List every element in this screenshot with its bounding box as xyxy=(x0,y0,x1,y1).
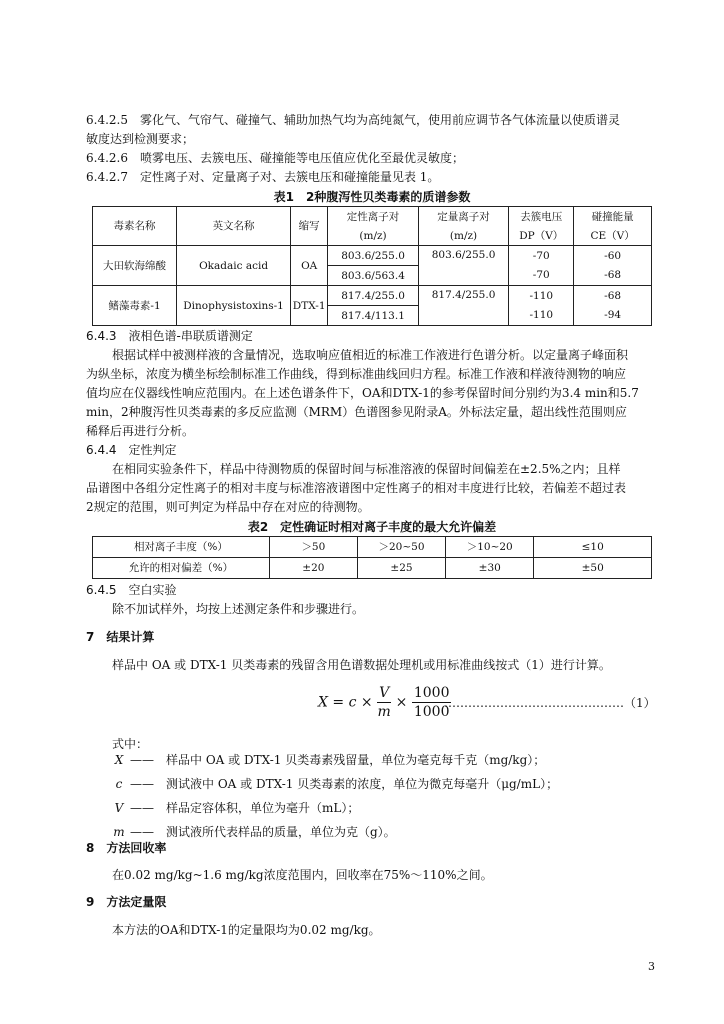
para-6425: 6.4.2.5 雾化气、气帘气、碰撞气、辅助加热气均为高纯氮气，使用前应调节各气体流量以使质谱灵 xyxy=(86,113,620,127)
cell-qual: 803.6/255.0 xyxy=(328,246,419,266)
cell-cn: 大田软海绵酸 xyxy=(93,246,177,286)
formula-lhs: X = c × xyxy=(318,694,373,711)
section-7-heading: 7 结果计算 xyxy=(86,630,155,644)
symbol: V xyxy=(114,801,124,815)
para-6426: 6.4.2.6 喷雾电压、去簇电压、碰撞能等电压值应优化至最优灵敏度； xyxy=(86,151,464,165)
symbol: m xyxy=(113,825,125,839)
symbol: X xyxy=(114,753,124,767)
cell-ce: -68 xyxy=(574,266,652,286)
th-dp-unit: DP（V） xyxy=(509,226,574,246)
para-644-line: 在相同实验条件下，样品中待测物质的保留时间与标准溶液的保留时间偏差在±2.5%之内；且样 xyxy=(112,462,621,476)
section-645-heading: 6.4.5 空白实验 xyxy=(86,583,177,597)
cell-abbr: DTX-1 xyxy=(291,286,328,326)
table-row xyxy=(93,246,652,266)
th-cn: 毒素名称 xyxy=(93,207,177,246)
para-9: 本方法的OA和DTX-1的定量限均为0.02 mg/kg。 xyxy=(112,923,381,937)
cell-ce: -60 xyxy=(574,246,652,266)
cell: ＞10~20 xyxy=(446,537,534,558)
formula-1 xyxy=(318,684,451,721)
table-row xyxy=(93,537,652,558)
para-643-line: 为纵坐标，浓度为横坐标绘制标准工作曲线，得到标准曲线回归方程。标准工作液和样液待测物的响应 xyxy=(86,367,627,381)
description: —— 测试液中 OA 或 DTX-1 贝类毒素的浓度，单位为微克每毫升（μg/mL）； xyxy=(130,777,559,791)
cell-qual: 817.4/255.0 xyxy=(328,286,419,306)
section-644-heading: 6.4.4 定性判定 xyxy=(86,443,177,457)
cell: 相对离子丰度（%） xyxy=(93,537,270,558)
cell-quant: 817.4/255.0 xyxy=(418,286,509,326)
equation-number: ………………………………………（1） xyxy=(444,696,656,710)
description: —— 样品中 OA 或 DTX-1 贝类毒素残留量，单位为毫克每千克（mg/kg）； xyxy=(130,753,546,767)
where-list xyxy=(108,748,558,844)
th-quant: 定量离子对 xyxy=(418,207,509,227)
description: —— 样品定容体积，单位为毫升（mL）； xyxy=(130,801,360,815)
table-row xyxy=(93,558,652,579)
th-quant-unit: (m/z) xyxy=(418,226,509,246)
cell-abbr: OA xyxy=(291,246,328,286)
cell-dp: -70 xyxy=(509,266,574,286)
section-643-heading: 6.4.3 液相色谱-串联质谱测定 xyxy=(86,329,253,343)
cell: ±20 xyxy=(269,558,357,579)
cell: 允许的相对偏差（%） xyxy=(93,558,270,579)
cell-dp: -110 xyxy=(509,286,574,306)
para-643-line: min，2种腹泻性贝类毒素的多反应监测（MRM）色谱图参见附录A。外标法定量，超出线性范围则应 xyxy=(86,405,627,419)
section-9-heading: 9 方法定量限 xyxy=(86,895,167,909)
para-644-line: 2规定的范围，则可判定为样品中存在对应的待测物。 xyxy=(86,500,370,514)
th-ce: 碰撞能量 xyxy=(574,207,652,227)
list-item xyxy=(108,748,558,772)
cell-dp: -110 xyxy=(509,306,574,326)
th-abbr: 缩写 xyxy=(291,207,328,246)
th-ce-unit: CE（V） xyxy=(574,226,652,246)
denominator: m xyxy=(377,704,391,720)
cell-en: Dinophysistoxins-1 xyxy=(177,286,291,326)
where-label: 式中： xyxy=(112,737,149,751)
para-643-line: 稀释后再进行分析。 xyxy=(86,424,195,438)
th-qual: 定性离子对 xyxy=(328,207,419,227)
cell-en: Okadaic acid xyxy=(177,246,291,286)
cell: ±30 xyxy=(446,558,534,579)
cell-qual: 817.4/113.1 xyxy=(328,306,419,326)
cell: ≤10 xyxy=(534,537,652,558)
para-6425-cont: 敏度达到检测要求； xyxy=(86,132,195,146)
para-645: 除不加试样外，均按上述测定条件和步骤进行。 xyxy=(112,602,365,616)
table2 xyxy=(92,536,652,579)
table-row xyxy=(93,286,652,306)
cell-qual: 803.6/563.4 xyxy=(328,266,419,286)
cell: ±25 xyxy=(357,558,445,579)
section-8-heading: 8 方法回收率 xyxy=(86,841,167,855)
symbol: c xyxy=(115,777,123,791)
para-643-line: 根据试样中被测样液的含量情况，选取响应值相近的标准工作液进行色谱分析。以定量离子峰面积 xyxy=(112,348,629,362)
cell: ＞50 xyxy=(269,537,357,558)
denominator: 1000 xyxy=(413,704,450,720)
cell-ce: -68 xyxy=(574,286,652,306)
cell-dp: -70 xyxy=(509,246,574,266)
list-item xyxy=(108,796,558,820)
para-644-line: 品谱图中各组分定性离子的相对丰度与标准溶液谱图中定性离子的相对丰度进行比较，若偏差不超过表 xyxy=(86,481,627,495)
table2-caption: 表2 定性确证时相对离子丰度的最大允许偏差 xyxy=(247,520,497,534)
cell-cn: 鳍藻毒素-1 xyxy=(93,286,177,326)
table1 xyxy=(92,206,652,326)
cell: ±50 xyxy=(534,558,652,579)
cell-quant: 803.6/255.0 xyxy=(418,246,509,286)
cell: ＞20~50 xyxy=(357,537,445,558)
th-dp: 去簇电压 xyxy=(509,207,574,227)
para-7: 样品中 OA 或 DTX-1 贝类毒素的残留含用色谱数据处理机或用标准曲线按式（1）进行计算。 xyxy=(112,658,611,672)
th-qual-unit: (m/z) xyxy=(328,226,419,246)
list-item xyxy=(108,772,558,796)
numerator: 1000 xyxy=(413,685,450,701)
para-643-line: 值均应在仪器线性响应范围内。在上述色谱条件下，OA和DTX-1的参考保留时间分别约为3.4 min和5.7 xyxy=(86,386,639,400)
para-8: 在0.02 mg/kg~1.6 mg/kg浓度范围内，回收率在75%～110%之间。 xyxy=(112,868,493,882)
para-6427: 6.4.2.7 定性离子对、定量离子对、去簇电压和碰撞能量见表 1。 xyxy=(86,170,440,184)
fraction-v-over-m xyxy=(377,684,391,721)
page-number: 3 xyxy=(648,960,655,973)
table1-caption: 表1 2种腹泻性贝类毒素的质谱参数 xyxy=(273,190,471,204)
th-en: 英文名称 xyxy=(177,207,291,246)
cell-ce: -94 xyxy=(574,306,652,326)
times-sign: × xyxy=(395,694,408,711)
description: —— 测试液所代表样品的质量，单位为克（g）。 xyxy=(130,825,396,839)
numerator: V xyxy=(379,685,390,701)
